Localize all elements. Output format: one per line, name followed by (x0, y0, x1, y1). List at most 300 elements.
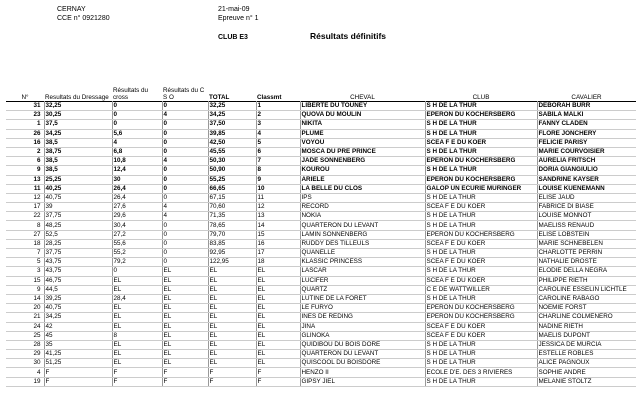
cell-dressage: 28,25 (44, 239, 112, 248)
cell-rider: PHILIPPE RIETH (537, 276, 636, 285)
col-header-horse: CHEVAL (350, 94, 375, 101)
cell-rider: CAROLINE ESSELIN LICHTLE (537, 285, 636, 294)
cell-rank: 5 (256, 138, 300, 147)
cell-dressage: 39 (44, 203, 112, 212)
results-table (6, 81, 636, 387)
cell-club: S H DE LA THUR (425, 212, 537, 221)
cell-number: 16 (6, 138, 44, 147)
cell-dressage: 35 (44, 340, 112, 349)
cell-cross: 12,4 (112, 166, 162, 175)
cell-horse: NOKIA (300, 212, 425, 221)
event-info (218, 5, 259, 23)
event-code: CCE n° 0921280 (57, 15, 110, 22)
cell-club: S H DE LA THUR (425, 129, 537, 138)
cell-dressage: 38,5 (44, 166, 112, 175)
cell-cso: 0 (162, 138, 208, 147)
cell-cso: 0 (162, 147, 208, 156)
cell-club: EPERON DU KOCHERSBERG (425, 304, 537, 313)
cell-cso: EL (162, 294, 208, 303)
cell-rider: MAELISS RENAUD (537, 221, 636, 230)
col-header-rider: CAVALIER (571, 94, 602, 101)
cell-club: S H DE LA THUR (425, 120, 537, 129)
cell-rank: 3 (256, 120, 300, 129)
cell-rider: FABRICE DI BIASE (537, 203, 636, 212)
cell-horse: ARIELE (300, 175, 425, 184)
cell-number: 29 (6, 350, 44, 359)
cell-horse: QUOVA DU MOULIN (300, 111, 425, 120)
cell-dressage: 45 (44, 331, 112, 340)
cell-rider: SABILA MALKI (537, 111, 636, 120)
table-row (6, 258, 636, 267)
cell-club: EPERON DU KOCHERSBERG (425, 230, 537, 239)
table-row (6, 203, 636, 212)
cell-number: 31 (6, 102, 44, 111)
cell-rider: ALICE PAGNOUX (537, 359, 636, 368)
cell-dressage: 25,25 (44, 175, 112, 184)
cell-dressage: 40,75 (44, 304, 112, 313)
cell-cross: 30,4 (112, 221, 162, 230)
cell-club: S H DE LA THUR (425, 221, 537, 230)
cell-rider: FANNY CLADEN (537, 120, 636, 129)
cell-cso: EL (162, 331, 208, 340)
cell-total: 55,25 (208, 175, 256, 184)
cell-rider: NADINE RIETH (537, 322, 636, 331)
cell-total: 39,85 (208, 129, 256, 138)
cell-cross: 5,6 (112, 129, 162, 138)
cell-club: GALOP UN ECURIE MURINGER (425, 184, 537, 193)
table-row (6, 193, 636, 202)
cell-cross: 4 (112, 138, 162, 147)
cell-horse: GIPSY JIEL (300, 377, 425, 386)
table-row (6, 276, 636, 285)
cell-cross: 30 (112, 175, 162, 184)
category-label: CLUB E3 (218, 34, 248, 41)
cell-horse: QUIDIBOU DU BOIS DORE (300, 340, 425, 349)
cell-total: EL (208, 267, 256, 276)
cell-cross: 0 (112, 102, 162, 111)
cell-cross: 0 (112, 267, 162, 276)
cell-cso: 0 (162, 221, 208, 230)
cell-dressage: 30,25 (44, 111, 112, 120)
cell-horse: LE FURYO (300, 304, 425, 313)
col-header-number: N° (21, 94, 29, 101)
cell-cross: F (112, 377, 162, 386)
table-row (6, 249, 636, 258)
cell-rider: NATHALIE DROSTE (537, 258, 636, 267)
cell-rank: 13 (256, 212, 300, 221)
col-header-dressage: Resultats du Dressage (45, 94, 109, 101)
table-row (6, 138, 636, 147)
cell-club: EPERON DU KOCHERSBERG (425, 175, 537, 184)
table-row (6, 166, 636, 175)
cell-total: EL (208, 294, 256, 303)
table-row (6, 184, 636, 193)
cell-total: 79,70 (208, 230, 256, 239)
cell-total: 78,65 (208, 221, 256, 230)
table-row (6, 313, 636, 322)
cell-total: F (208, 377, 256, 386)
cell-club: S H DE LA THUR (425, 102, 537, 111)
cell-rider: ELODIE DELLA NEGRA (537, 267, 636, 276)
cell-number: 18 (6, 239, 44, 248)
cell-rank: 9 (256, 175, 300, 184)
cell-cross: 26,4 (112, 184, 162, 193)
cell-number: 4 (6, 368, 44, 377)
table-row (6, 230, 636, 239)
cell-club: SCEA F E DU KOER (425, 138, 537, 147)
cell-horse: QUISCOOL DU BOISDORE (300, 359, 425, 368)
cell-total: 32,25 (208, 102, 256, 111)
cell-rider: MELANIE STOLTZ (537, 377, 636, 386)
cell-total: 37,50 (208, 120, 256, 129)
cell-cso: 0 (162, 102, 208, 111)
cell-cross: 0 (112, 111, 162, 120)
cell-cross: EL (112, 359, 162, 368)
cell-number: 21 (6, 313, 44, 322)
cell-rider: SANDRINE KAYSER (537, 175, 636, 184)
cell-club: ECOLE D'E. DES 3 RIVIERES (425, 368, 537, 377)
cell-rider: CAROLINE RABAGO (537, 294, 636, 303)
cell-total: EL (208, 350, 256, 359)
cell-number: 14 (6, 294, 44, 303)
cell-total: 92,95 (208, 249, 256, 258)
cell-rank: EL (256, 340, 300, 349)
cell-number: 12 (6, 193, 44, 202)
cell-number: 7 (6, 249, 44, 258)
cell-total: EL (208, 322, 256, 331)
cell-dressage: 34,25 (44, 313, 112, 322)
cell-dressage: 34,25 (44, 129, 112, 138)
cell-dressage: F (44, 368, 112, 377)
cell-dressage: 42 (44, 322, 112, 331)
cell-dressage: 40,25 (44, 184, 112, 193)
cell-cross: 10,8 (112, 157, 162, 166)
cell-number: 1 (6, 120, 44, 129)
cell-cso: F (162, 368, 208, 377)
cell-cross: 6,8 (112, 147, 162, 156)
cell-number: 19 (6, 377, 44, 386)
cell-horse: LASCAR (300, 267, 425, 276)
cell-total: EL (208, 340, 256, 349)
cell-dressage: 38,5 (44, 157, 112, 166)
cell-horse: LAMIN SONNENBERG (300, 230, 425, 239)
table-row (6, 239, 636, 248)
cell-club: EPERON DU KOCHERSBERG (425, 111, 537, 120)
table-row (6, 294, 636, 303)
cell-dressage: 37,75 (44, 212, 112, 221)
cell-cross: 79,2 (112, 258, 162, 267)
cell-horse: KLASSIC PRINCESS (300, 258, 425, 267)
cell-total: 83,85 (208, 239, 256, 248)
cell-dressage: 41,25 (44, 350, 112, 359)
cell-dressage: 38,75 (44, 147, 112, 156)
col-header-cso: Résultats du C S O (163, 87, 205, 101)
cell-total: EL (208, 331, 256, 340)
table-row (6, 350, 636, 359)
results-body (6, 102, 636, 387)
cell-club: S H DE LA THUR (425, 166, 537, 175)
cell-rider: AURELIA FRITSCH (537, 157, 636, 166)
cell-cross: 27,2 (112, 230, 162, 239)
cell-rank: EL (256, 359, 300, 368)
cell-horse: LIBERTE DU TOUNEY (300, 102, 425, 111)
cell-club: SCEA F E DU KOER (425, 331, 537, 340)
cell-rider: LOUISE MONNOT (537, 212, 636, 221)
cell-rank: 6 (256, 147, 300, 156)
cell-number: 23 (6, 111, 44, 120)
event-city: CERNAY (57, 6, 86, 13)
cell-cross: 8 (112, 331, 162, 340)
cell-cso: 0 (162, 129, 208, 138)
cell-number: 20 (6, 304, 44, 313)
table-row (6, 120, 636, 129)
cell-rider: LOUISE KUENEMANN (537, 184, 636, 193)
cell-dressage: 37,5 (44, 120, 112, 129)
cell-cso: 0 (162, 239, 208, 248)
cell-club: SCEA F E DU KOER (425, 276, 537, 285)
table-row (6, 157, 636, 166)
col-header-cross: Résultats du cross (113, 87, 149, 101)
cell-cso: 0 (162, 193, 208, 202)
table-row (6, 129, 636, 138)
cell-rider: DORIA GIANGIULIO (537, 166, 636, 175)
cell-horse: HENZO II (300, 368, 425, 377)
cell-total: EL (208, 304, 256, 313)
cell-club: S H DE LA THUR (425, 359, 537, 368)
cell-rank: 16 (256, 239, 300, 248)
cell-cso: EL (162, 322, 208, 331)
event-location (57, 5, 110, 23)
cell-cso: 0 (162, 258, 208, 267)
cell-cross: EL (112, 340, 162, 349)
cell-rank: 14 (256, 221, 300, 230)
cell-dressage: 43,75 (44, 258, 112, 267)
cell-club: S H DE LA THUR (425, 294, 537, 303)
cell-cso: EL (162, 304, 208, 313)
cell-total: 50,90 (208, 166, 256, 175)
table-row (6, 267, 636, 276)
cell-horse: NIKITA (300, 120, 425, 129)
cell-number: 15 (6, 276, 44, 285)
cell-rank: EL (256, 285, 300, 294)
cell-club: SCEA F E DU KOER (425, 203, 537, 212)
cell-horse: INES DE REDING (300, 313, 425, 322)
cell-horse: QUARTZ (300, 285, 425, 294)
cell-cross: F (112, 368, 162, 377)
cell-horse: PLUME (300, 129, 425, 138)
col-header-rank: Classmt (257, 94, 282, 101)
table-row (6, 147, 636, 156)
cell-club: EPERON DU KOCHERSBERG (425, 313, 537, 322)
cell-cross: 28,4 (112, 294, 162, 303)
cell-number: 2 (6, 147, 44, 156)
cell-cross: 27,6 (112, 203, 162, 212)
cell-horse: MOSCA DU PRE PRINCE (300, 147, 425, 156)
cell-cso: EL (162, 276, 208, 285)
cell-cso: EL (162, 285, 208, 294)
cell-rider: FELICIE PARISY (537, 138, 636, 147)
cell-horse: LUTINE DE LA FORET (300, 294, 425, 303)
cell-total: 71,35 (208, 212, 256, 221)
cell-cross: 55,2 (112, 249, 162, 258)
cell-rank: 1 (256, 102, 300, 111)
cell-rider: JESSICA DE MURCIA (537, 340, 636, 349)
cell-horse: QUARTERON DU LEVANT (300, 221, 425, 230)
table-row (6, 359, 636, 368)
cell-cso: EL (162, 350, 208, 359)
cell-rank: EL (256, 350, 300, 359)
table-row (6, 285, 636, 294)
cell-cso: 4 (162, 203, 208, 212)
table-row (6, 377, 636, 386)
cell-club: S H DE LA THUR (425, 249, 537, 258)
cell-rank: 17 (256, 249, 300, 258)
cell-horse: KOUROU (300, 166, 425, 175)
cell-cso: EL (162, 313, 208, 322)
cell-total: 122,95 (208, 258, 256, 267)
cell-rider: MAELIS DUPONT (537, 331, 636, 340)
col-header-club: CLUB (472, 94, 490, 101)
cell-club: S H DE LA THUR (425, 377, 537, 386)
cell-number: 22 (6, 212, 44, 221)
cell-cso: 0 (162, 166, 208, 175)
event-date: 21-mai-09 (218, 6, 250, 13)
cell-cso: 4 (162, 111, 208, 120)
cell-total: EL (208, 285, 256, 294)
cell-club: C E DE WATTWILLER (425, 285, 537, 294)
cell-total: 34,25 (208, 111, 256, 120)
cell-cross: 26,4 (112, 193, 162, 202)
cell-cso: EL (162, 340, 208, 349)
cell-cso: F (162, 377, 208, 386)
cell-cross: 0 (112, 120, 162, 129)
cell-rank: EL (256, 267, 300, 276)
cell-rider: ELISE JAUD (537, 193, 636, 202)
cell-cross: EL (112, 313, 162, 322)
cell-number: 9 (6, 166, 44, 175)
cell-cross: EL (112, 350, 162, 359)
cell-rider: ELISE LOBSTEIN (537, 230, 636, 239)
cell-total: EL (208, 276, 256, 285)
cell-rider: MARIE SCHNEBELEN (537, 239, 636, 248)
table-row (6, 212, 636, 221)
cell-club: S H DE LA THUR (425, 193, 537, 202)
cell-dressage: 37,75 (44, 249, 112, 258)
cell-rank: EL (256, 313, 300, 322)
cell-rank: F (256, 377, 300, 386)
cell-horse: RUDDY DES TILLEULS (300, 239, 425, 248)
cell-rank: 4 (256, 129, 300, 138)
cell-horse: LUCIFER (300, 276, 425, 285)
cell-horse: IPS (300, 193, 425, 202)
cell-cross: EL (112, 304, 162, 313)
cell-rider: ESTELLE ROBLES (537, 350, 636, 359)
cell-total: 70,60 (208, 203, 256, 212)
table-row (6, 340, 636, 349)
cell-rank: 11 (256, 193, 300, 202)
cell-dressage: 43,75 (44, 267, 112, 276)
event-number: Epreuve n° 1 (218, 15, 259, 22)
cell-rider: MARIE COURVOISIER (537, 147, 636, 156)
cell-cross: EL (112, 285, 162, 294)
cell-rider: CHARLOTTE PERRIN (537, 249, 636, 258)
cell-rank: EL (256, 294, 300, 303)
cell-rider: SOPHIE ANDRE (537, 368, 636, 377)
cell-total: 45,55 (208, 147, 256, 156)
cell-rank: 15 (256, 230, 300, 239)
cell-number: 5 (6, 258, 44, 267)
table-row (6, 175, 636, 184)
cell-number: 3 (6, 267, 44, 276)
cell-cross: 29,6 (112, 212, 162, 221)
cell-cso: 0 (162, 175, 208, 184)
cell-club: S H DE LA THUR (425, 340, 537, 349)
cell-club: SCEA F E DU KOER (425, 239, 537, 248)
cell-number: 24 (6, 322, 44, 331)
table-row (6, 368, 636, 377)
cell-horse: QUARTERON DU LEVANT (300, 350, 425, 359)
cell-rank: 8 (256, 166, 300, 175)
table-header-row (6, 81, 636, 102)
cell-horse: LA BELLE DU CLOS (300, 184, 425, 193)
cell-dressage: 48,25 (44, 221, 112, 230)
table-row (6, 331, 636, 340)
cell-horse: RECORD (300, 203, 425, 212)
cell-total: 50,30 (208, 157, 256, 166)
cell-cso: 0 (162, 249, 208, 258)
cell-dressage: 32,25 (44, 102, 112, 111)
cell-cso: EL (162, 267, 208, 276)
cell-club: S H DE LA THUR (425, 350, 537, 359)
cell-rank: 7 (256, 157, 300, 166)
cell-dressage: 38,5 (44, 138, 112, 147)
cell-number: 13 (6, 175, 44, 184)
cell-rider: FLORE JONCHERY (537, 129, 636, 138)
cell-rank: EL (256, 331, 300, 340)
cell-rank: 2 (256, 111, 300, 120)
cell-rank: 12 (256, 203, 300, 212)
cell-club: SCEA F E DU KOER (425, 258, 537, 267)
page-title: Résultats définitifs (310, 31, 387, 41)
cell-total: 42,50 (208, 138, 256, 147)
cell-club: EPERON DU KOCHERSBERG (425, 157, 537, 166)
cell-cross: EL (112, 322, 162, 331)
cell-number: 17 (6, 203, 44, 212)
cell-club: SCEA F E DU KOER (425, 322, 537, 331)
cell-club: S H DE LA THUR (425, 267, 537, 276)
cell-dressage: F (44, 377, 112, 386)
cell-rank: 10 (256, 184, 300, 193)
cell-number: 11 (6, 184, 44, 193)
cell-dressage: 46,75 (44, 276, 112, 285)
cell-rank: 18 (256, 258, 300, 267)
cell-horse: VOYOU (300, 138, 425, 147)
table-row (6, 221, 636, 230)
cell-cso: 4 (162, 157, 208, 166)
col-header-total: TOTAL (209, 94, 230, 101)
cell-dressage: 51,25 (44, 359, 112, 368)
cell-cso: 0 (162, 230, 208, 239)
cell-number: 30 (6, 359, 44, 368)
cell-number: 6 (6, 157, 44, 166)
cell-total: 67,15 (208, 193, 256, 202)
cell-cso: 0 (162, 120, 208, 129)
cell-club: S H DE LA THUR (425, 147, 537, 156)
cell-horse: QUANELLE (300, 249, 425, 258)
cell-number: 28 (6, 340, 44, 349)
cell-total: 66,65 (208, 184, 256, 193)
cell-dressage: 39,25 (44, 294, 112, 303)
